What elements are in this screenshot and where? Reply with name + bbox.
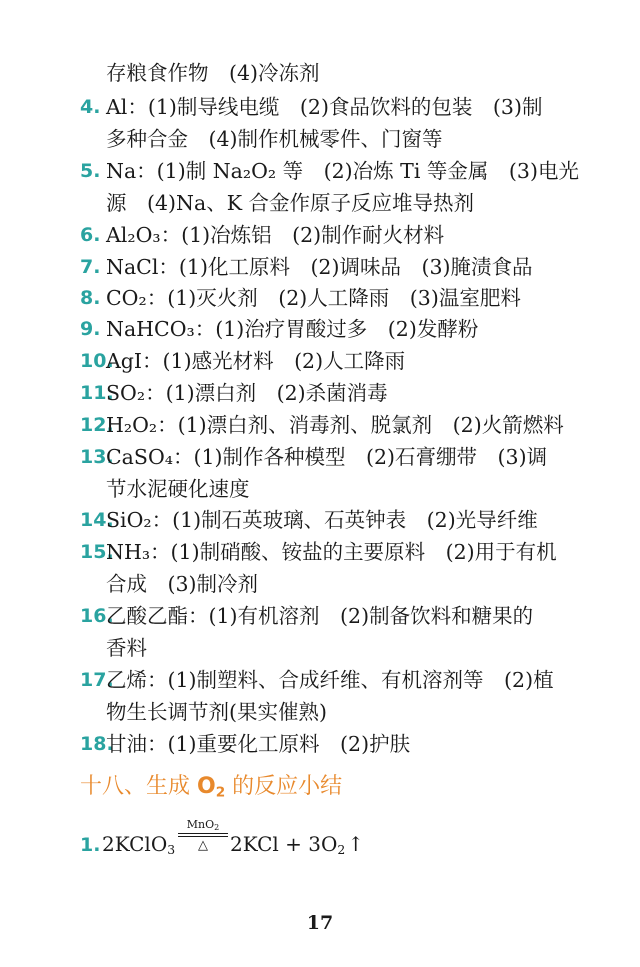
item-text: CO₂：(1)灭火剂 (2)人工降雨 (3)温室肥料 bbox=[106, 286, 521, 310]
page-number: 17 bbox=[306, 912, 334, 934]
item-number: 13. bbox=[80, 446, 114, 468]
equation-number: 1. bbox=[80, 834, 101, 856]
heat-symbol: △ bbox=[198, 838, 208, 853]
section-heading-prefix: 十八、生成 bbox=[80, 774, 197, 799]
item-text: NH₃：(1)制硝酸、铵盐的主要原料 (2)用于有机 bbox=[106, 540, 557, 564]
item-text: Al：(1)制导线电缆 (2)食品饮料的包装 (3)制 bbox=[106, 95, 543, 119]
item-text: Al₂O₃：(1)冶炼铝 (2)制作耐火材料 bbox=[106, 223, 445, 247]
item-number: 7. bbox=[80, 256, 101, 278]
item-number: 4. bbox=[80, 96, 101, 118]
section-heading-formula-symbol: O bbox=[197, 774, 216, 799]
section-heading-suffix: 的反应小结 bbox=[225, 774, 343, 799]
products-formula: 2KCl + 3O bbox=[230, 832, 338, 856]
gas-arrow-icon: ↑ bbox=[347, 832, 365, 856]
item-number: 10. bbox=[80, 350, 114, 372]
item-text-continued: 节水泥硬化速度 bbox=[106, 477, 250, 501]
catalyst-subscript: 2 bbox=[214, 823, 220, 832]
item-text-continued: 多种合金 (4)制作机械零件、门窗等 bbox=[106, 127, 443, 151]
item-number: 14. bbox=[80, 509, 114, 531]
item-number: 17. bbox=[80, 669, 114, 691]
item-text: 乙烯：(1)制塑料、合成纤维、有机溶剂等 (2)植 bbox=[106, 668, 554, 692]
item-number: 12. bbox=[80, 414, 114, 436]
reactant-subscript: 3 bbox=[167, 842, 176, 858]
section-heading-formula bbox=[197, 774, 225, 799]
item-number: 16. bbox=[80, 605, 114, 627]
section-heading bbox=[80, 772, 342, 802]
reaction-condition bbox=[178, 819, 228, 853]
item-number: 18. bbox=[80, 733, 114, 755]
item-text: CaSO₄：(1)制作各种模型 (2)石膏绷带 (3)调 bbox=[106, 445, 548, 469]
item-text: AgI：(1)感光材料 (2)人工降雨 bbox=[106, 349, 406, 373]
item-number: 5. bbox=[80, 160, 101, 182]
item-text: SO₂：(1)漂白剂 (2)杀菌消毒 bbox=[106, 381, 388, 405]
catalyst-label bbox=[178, 819, 228, 831]
equation-reactant bbox=[102, 829, 175, 859]
products-subscript: 2 bbox=[337, 842, 346, 858]
section-heading-formula-subscript: 2 bbox=[215, 784, 226, 801]
item-text: Na：(1)制 Na₂O₂ 等 (2)冶炼 Ti 等金属 (3)电光 bbox=[106, 159, 579, 183]
equation-products bbox=[230, 829, 364, 859]
item-number: 15. bbox=[80, 541, 114, 563]
item-text: NaCl：(1)化工原料 (2)调味品 (3)腌渍食品 bbox=[106, 255, 533, 279]
item-number: 9. bbox=[80, 318, 101, 340]
continuation-text: 存粮食作物 (4)冷冻剂 bbox=[106, 61, 320, 85]
item-text: 甘油：(1)重要化工原料 (2)护肤 bbox=[106, 732, 411, 756]
equals-bar bbox=[178, 833, 228, 837]
item-text: NaHCO₃：(1)治疗胃酸过多 (2)发酵粉 bbox=[106, 317, 479, 341]
item-number: 8. bbox=[80, 287, 101, 309]
item-text-continued: 香料 bbox=[106, 636, 147, 660]
item-text-continued: 源 (4)Na、K 合金作原子反应堆导热剂 bbox=[106, 191, 475, 215]
item-text-continued: 物生长调节剂(果实催熟) bbox=[106, 700, 327, 724]
item-text: 乙酸乙酯：(1)有机溶剂 (2)制备饮料和糖果的 bbox=[106, 604, 534, 628]
reaction-equation bbox=[80, 818, 365, 865]
reactant-formula: 2KClO bbox=[102, 832, 168, 856]
catalyst-formula: MnO bbox=[186, 818, 215, 831]
item-number: 6. bbox=[80, 224, 101, 246]
item-text-continued: 合成 (3)制冷剂 bbox=[106, 572, 259, 596]
item-text: H₂O₂：(1)漂白剂、消毒剂、脱氯剂 (2)火箭燃料 bbox=[106, 413, 564, 437]
item-number: 11. bbox=[80, 382, 114, 404]
item-text: SiO₂：(1)制石英玻璃、石英钟表 (2)光导纤维 bbox=[106, 508, 538, 532]
